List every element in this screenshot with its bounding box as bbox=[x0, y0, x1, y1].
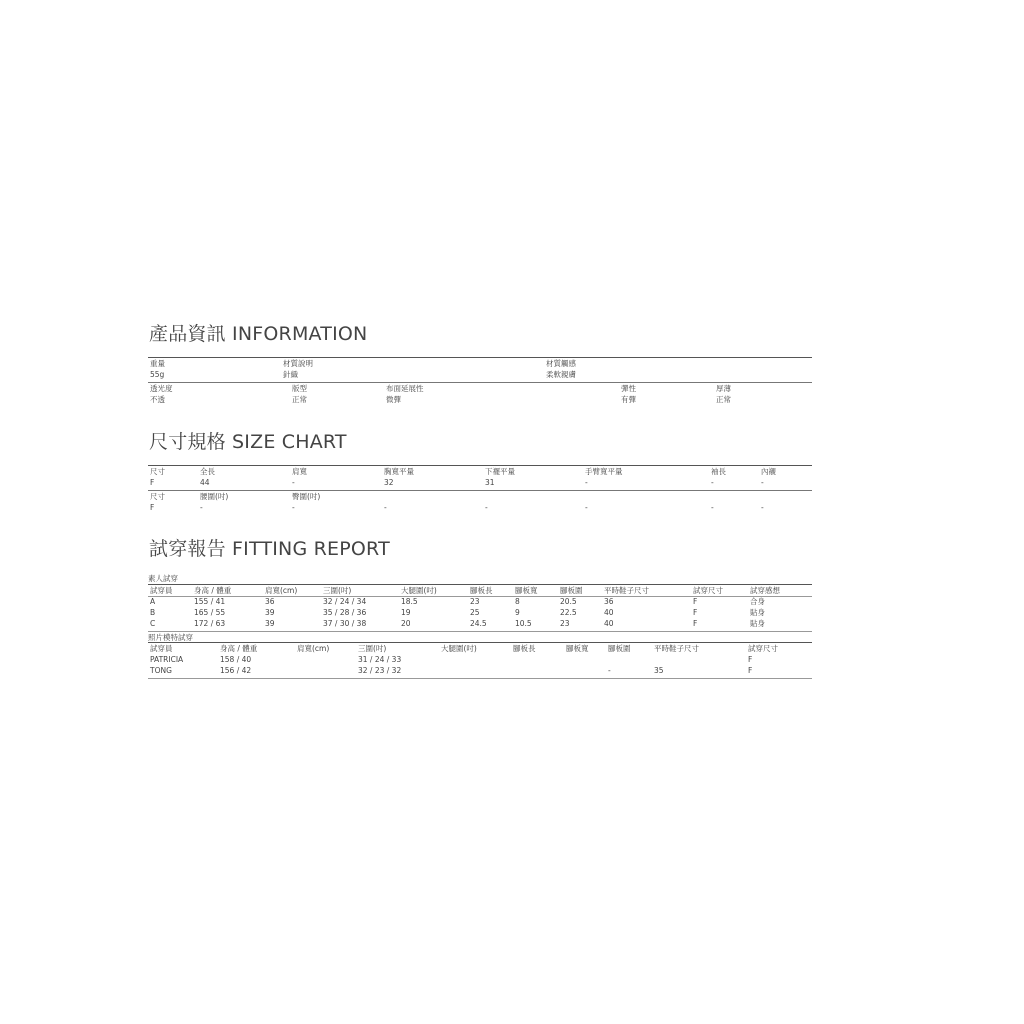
fitting-cell: 36 bbox=[604, 597, 614, 606]
table-divider bbox=[148, 465, 812, 466]
fitting-cell: 貼身 bbox=[750, 608, 765, 617]
fitting-cell: 合身 bbox=[750, 597, 765, 606]
fitting-cell: 9 bbox=[515, 608, 520, 617]
fitting-cell: 37 / 30 / 38 bbox=[323, 619, 367, 628]
fitting-header: 腳板圍 bbox=[560, 586, 583, 595]
size-header: 臀圍(吋) bbox=[292, 492, 321, 501]
size-value: 31 bbox=[485, 478, 495, 487]
value-material: 針織 bbox=[283, 370, 298, 379]
size-header: 全長 bbox=[200, 467, 215, 476]
size-header: 尺寸 bbox=[150, 492, 165, 501]
table-row bbox=[148, 467, 812, 477]
size-chart-table bbox=[148, 465, 812, 515]
table-row bbox=[148, 370, 812, 380]
label-texture: 材質觸感 bbox=[546, 359, 576, 368]
fitting-header: 平時鞋子尺寸 bbox=[604, 586, 649, 595]
size-value: - bbox=[585, 503, 588, 512]
fitting-cell: 8 bbox=[515, 597, 520, 606]
table-row bbox=[148, 503, 812, 513]
size-header: 手臂寬平量 bbox=[585, 467, 623, 476]
fitting-cell: 31 / 24 / 33 bbox=[358, 655, 402, 664]
fitting-header: 腳板長 bbox=[470, 586, 493, 595]
value-opacity: 不透 bbox=[150, 395, 165, 404]
size-value: - bbox=[585, 478, 588, 487]
fitting-cell: 20.5 bbox=[560, 597, 577, 606]
fitting-table-amateur bbox=[148, 584, 812, 632]
fitting-cell: 155 / 41 bbox=[194, 597, 226, 606]
fitting-header: 大腿圍(吋) bbox=[441, 644, 477, 653]
size-value: F bbox=[150, 503, 155, 512]
fitting-header: 三圍(吋) bbox=[323, 586, 352, 595]
table-row bbox=[148, 492, 812, 502]
fitting-cell: 19 bbox=[401, 608, 411, 617]
label-weight: 重量 bbox=[150, 359, 165, 368]
fitting-cell: F bbox=[748, 666, 753, 675]
value-weight: 55g bbox=[150, 370, 165, 379]
fitting-header: 試穿尺寸 bbox=[748, 644, 778, 653]
fitting-header: 身高 / 體重 bbox=[220, 644, 258, 653]
table-divider bbox=[148, 584, 812, 585]
information-table bbox=[148, 357, 812, 407]
fitting-cell: 40 bbox=[604, 608, 614, 617]
value-elasticity: 有彈 bbox=[621, 395, 636, 404]
size-value: - bbox=[761, 503, 764, 512]
fitting-cell: 32 / 24 / 34 bbox=[323, 597, 367, 606]
table-divider bbox=[148, 631, 812, 632]
fitting-header: 試穿員 bbox=[150, 586, 173, 595]
fitting-cell: F bbox=[748, 655, 753, 664]
table-row bbox=[148, 478, 812, 488]
value-stretch: 微彈 bbox=[386, 395, 401, 404]
fitting-cell: 23 bbox=[560, 619, 570, 628]
value-texture: 柔軟親膚 bbox=[546, 370, 576, 379]
label-thickness: 厚薄 bbox=[716, 384, 731, 393]
table-divider bbox=[148, 642, 812, 643]
fitting-cell: 24.5 bbox=[470, 619, 487, 628]
table-row bbox=[148, 644, 812, 654]
fitting-cell: C bbox=[150, 619, 156, 628]
fitting-cell: 35 bbox=[654, 666, 664, 675]
fitting-cell: - bbox=[608, 666, 611, 675]
table-row bbox=[148, 395, 812, 405]
table-row bbox=[148, 597, 812, 607]
size-header: 袖長 bbox=[711, 467, 726, 476]
size-header: 胸寬平量 bbox=[384, 467, 414, 476]
fitting-cell: 165 / 55 bbox=[194, 608, 226, 617]
value-thickness: 正常 bbox=[716, 395, 731, 404]
fitting-header: 腳板長 bbox=[513, 644, 536, 653]
fitting-cell: PATRICIA bbox=[150, 655, 184, 664]
table-divider bbox=[148, 678, 812, 679]
fitting-cell: 10.5 bbox=[515, 619, 532, 628]
size-value: - bbox=[384, 503, 387, 512]
fitting-header: 試穿感想 bbox=[750, 586, 780, 595]
size-value: - bbox=[485, 503, 488, 512]
information-title: 產品資訊 INFORMATION bbox=[149, 323, 368, 345]
fitting-header: 肩寬(cm) bbox=[297, 644, 330, 653]
fitting-header: 腳板寬 bbox=[566, 644, 589, 653]
fitting-header: 試穿尺寸 bbox=[693, 586, 723, 595]
value-fit: 正常 bbox=[292, 395, 307, 404]
label-opacity: 透光度 bbox=[150, 384, 173, 393]
fitting-header: 平時鞋子尺寸 bbox=[654, 644, 699, 653]
label-fit: 版型 bbox=[292, 384, 307, 393]
fitting-cell: F bbox=[693, 597, 698, 606]
fitting-header: 腳板圍 bbox=[608, 644, 631, 653]
size-header: 肩寬 bbox=[292, 467, 307, 476]
fitting-cell: 39 bbox=[265, 608, 275, 617]
table-row bbox=[148, 384, 812, 394]
size-value: - bbox=[761, 478, 764, 487]
fitting-table-model bbox=[148, 642, 812, 679]
size-value: 32 bbox=[384, 478, 394, 487]
table-row bbox=[148, 359, 812, 369]
fitting-cell: 172 / 63 bbox=[194, 619, 226, 628]
table-divider bbox=[148, 490, 812, 491]
fitting-cell: 23 bbox=[470, 597, 480, 606]
size-value: - bbox=[292, 503, 295, 512]
size-header: 尺寸 bbox=[150, 467, 165, 476]
fitting-cell: F bbox=[693, 608, 698, 617]
table-divider bbox=[148, 382, 812, 383]
size-value: 44 bbox=[200, 478, 210, 487]
size-header: 腰圍(吋) bbox=[200, 492, 229, 501]
table-divider bbox=[148, 357, 812, 358]
fitting-cell: TONG bbox=[150, 666, 172, 675]
fitting-header: 三圍(吋) bbox=[358, 644, 387, 653]
label-elasticity: 彈性 bbox=[621, 384, 636, 393]
table-row bbox=[148, 619, 812, 629]
fitting-header: 試穿員 bbox=[150, 644, 173, 653]
fitting-cell: 36 bbox=[265, 597, 275, 606]
size-chart-title: 尺寸規格 SIZE CHART bbox=[149, 431, 347, 453]
size-value: - bbox=[711, 503, 714, 512]
fitting-header: 身高 / 體重 bbox=[194, 586, 232, 595]
fitting-cell: 20 bbox=[401, 619, 411, 628]
table-row bbox=[148, 586, 812, 596]
fitting-cell: 22.5 bbox=[560, 608, 577, 617]
fitting-cell: A bbox=[150, 597, 156, 606]
fitting-cell: 40 bbox=[604, 619, 614, 628]
size-value: - bbox=[292, 478, 295, 487]
fitting-cell: 39 bbox=[265, 619, 275, 628]
fitting-report-title: 試穿報告 FITTING REPORT bbox=[149, 538, 390, 560]
fitting-cell: B bbox=[150, 608, 156, 617]
label-stretch: 布面延展性 bbox=[386, 384, 424, 393]
fitting-group-label: 照片模特試穿 bbox=[148, 633, 193, 642]
size-header: 下襬平量 bbox=[485, 467, 515, 476]
fitting-cell: 貼身 bbox=[750, 619, 765, 628]
fitting-cell: 158 / 40 bbox=[220, 655, 252, 664]
size-header: 內襯 bbox=[761, 467, 776, 476]
fitting-cell: 156 / 42 bbox=[220, 666, 252, 675]
fitting-header: 腳板寬 bbox=[515, 586, 538, 595]
fitting-cell: 32 / 23 / 32 bbox=[358, 666, 402, 675]
fitting-cell: 35 / 28 / 36 bbox=[323, 608, 367, 617]
fitting-header: 肩寬(cm) bbox=[265, 586, 298, 595]
table-row bbox=[148, 655, 812, 665]
fitting-group-label: 素人試穿 bbox=[148, 574, 178, 583]
label-material: 材質說明 bbox=[283, 359, 313, 368]
size-value: - bbox=[711, 478, 714, 487]
size-value: - bbox=[200, 503, 203, 512]
fitting-cell: 18.5 bbox=[401, 597, 418, 606]
fitting-header: 大腿圍(吋) bbox=[401, 586, 437, 595]
table-row bbox=[148, 666, 812, 676]
fitting-cell: 25 bbox=[470, 608, 480, 617]
size-value: F bbox=[150, 478, 155, 487]
table-row bbox=[148, 608, 812, 618]
fitting-cell: F bbox=[693, 619, 698, 628]
